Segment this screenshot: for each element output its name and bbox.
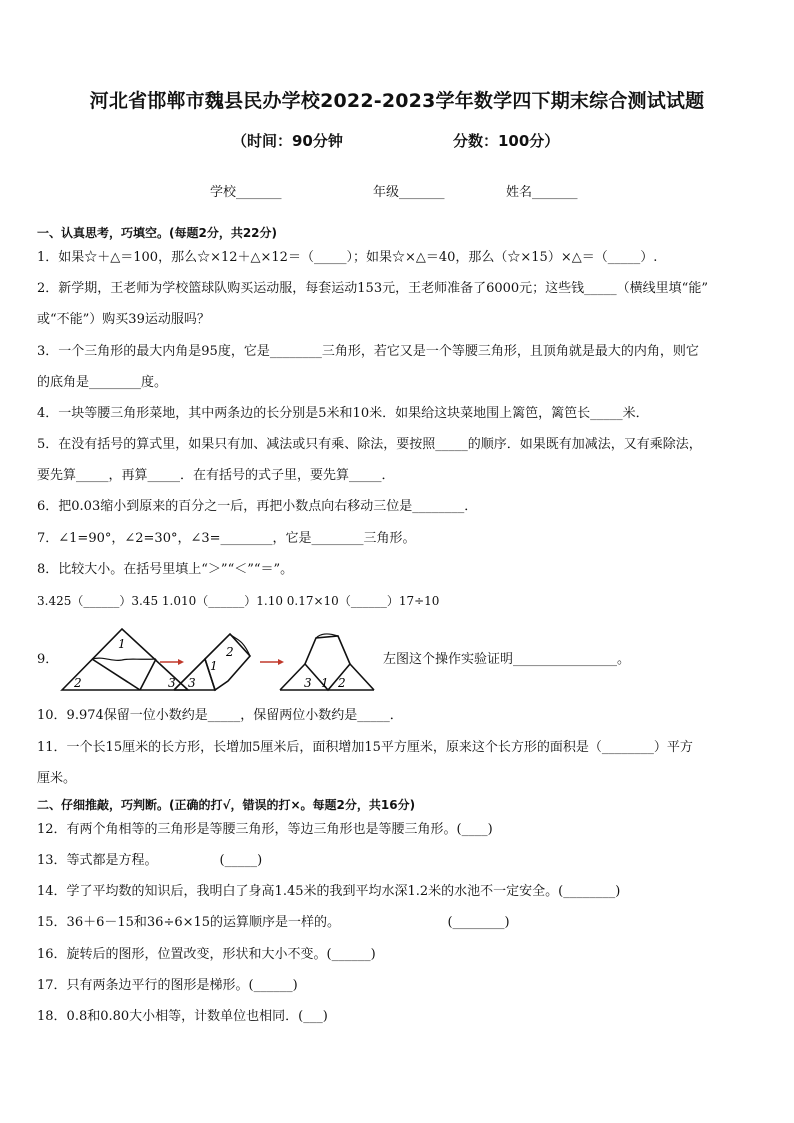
arrow-right-icon [160, 659, 184, 665]
angle-label-3: 3 [168, 676, 176, 690]
angle-label-3c: 3 [304, 676, 312, 690]
angle-label-2c: 2 [338, 676, 346, 690]
question-13: 13．等式都是方程。 (_____) [37, 853, 263, 868]
exam-meta [0, 130, 794, 152]
question-7: 7．∠1=90°，∠2=30°，∠3=________，它是________三角形。 [37, 531, 416, 546]
question-1: 1．如果☆＋△＝100，那么☆×12＋△×12＝（_____）；如果☆×△＝40，那么（☆×15）×△＝（_____）. [37, 250, 658, 265]
school-field: 学校_______ [210, 185, 282, 200]
question-3-line-1: 3．一个三角形的最大内角是95度，它是________三角形，若它又是一个等腰三角形，且顶角就是最大的内角，则它 [37, 344, 699, 359]
question-9-text: 左图这个操作实验证明________________。 [383, 652, 631, 667]
question-2-line-2: 或“不能”）购买39运动服吗？ [37, 312, 210, 327]
question-10: 10．9.974保留一位小数约是_____，保留两位小数约是_____． [37, 708, 403, 723]
question-15: 15．36＋6－15和36÷6×15的运算顺序是一样的。 (________) [37, 915, 510, 930]
question-12: 12．有两个角相等的三角形是等腰三角形，等边三角形也是等腰三角形。(____) [37, 822, 493, 837]
question-9-number: 9． [37, 652, 59, 667]
section-2-heading: 二、仔细推敲，巧判断。(正确的打√，错误的打×。每题2分，共16分) [37, 798, 416, 812]
angle-label-2b: 2 [226, 645, 234, 659]
section-1-heading: 一、认真思考，巧填空。(每题2分，共22分) [37, 226, 278, 240]
question-17: 17．只有两条边平行的图形是梯形。(______) [37, 978, 298, 993]
angle-label-2: 2 [74, 676, 82, 690]
question-6: 6．把0.03缩小到原来的百分之一后，再把小数点向右移动三位是________． [37, 499, 478, 514]
triangle-fold-figure [60, 626, 380, 694]
exam-time: （时间：90分钟 [232, 132, 343, 150]
page-title: 河北省邯郸市魏县民办学校2022-2023学年数学四下期末综合测试试题 [89, 90, 705, 112]
arrow-right-icon-2 [260, 659, 284, 665]
question-4: 4．一块等腰三角形菜地，其中两条边的长分别是5米和10米．如果给这块菜地围上篱笆，篱笆长_____米． [37, 406, 649, 421]
angle-label-1: 1 [118, 637, 126, 651]
exam-score: 分数：100分） [453, 132, 560, 150]
question-8-comparisons: 3.425（______）3.45 1.010（______）1.10 0.17×10（______）17÷10 [37, 594, 440, 608]
question-5-line-2: 要先算_____，再算_____．在有括号的式子里，要先算_____． [37, 468, 395, 483]
question-2-line-1: 2．新学期，王老师为学校篮球队购买运动服，每套运动153元，王老师准备了6000元；这些钱_____（横线里填“能” [37, 281, 708, 296]
question-11-line-2: 厘米。 [37, 771, 77, 786]
question-16: 16．旋转后的图形，位置改变，形状和大小不变。(______) [37, 947, 376, 962]
question-14: 14．学了平均数的知识后，我明白了身高1.45米的我到平均水深1.2米的水池不一定安全。(________) [37, 884, 621, 899]
grade-field: 年级_______ [373, 185, 445, 200]
angle-label-1b: 1 [210, 659, 218, 673]
question-11-line-1: 11．一个长15厘米的长方形，长增加5厘米后，面积增加15平方厘米，原来这个长方形的面积是（________）平方 [37, 740, 693, 755]
question-5-line-1: 5．在没有括号的算式里，如果只有加、减法或只有乘、除法，要按照_____的顺序．如果既有加减法，又有乘除法， [37, 437, 702, 452]
question-18: 18．0.8和0.80大小相等，计数单位也相同．(___) [37, 1009, 328, 1024]
question-8: 8．比较大小。在括号里填上“＞”“＜”“＝”。 [37, 562, 294, 577]
name-field: 姓名_______ [506, 185, 578, 200]
angle-label-1c: 1 [321, 676, 329, 690]
angle-label-3b: 3 [188, 676, 196, 690]
question-3-line-2: 的底角是________度。 [37, 375, 168, 390]
